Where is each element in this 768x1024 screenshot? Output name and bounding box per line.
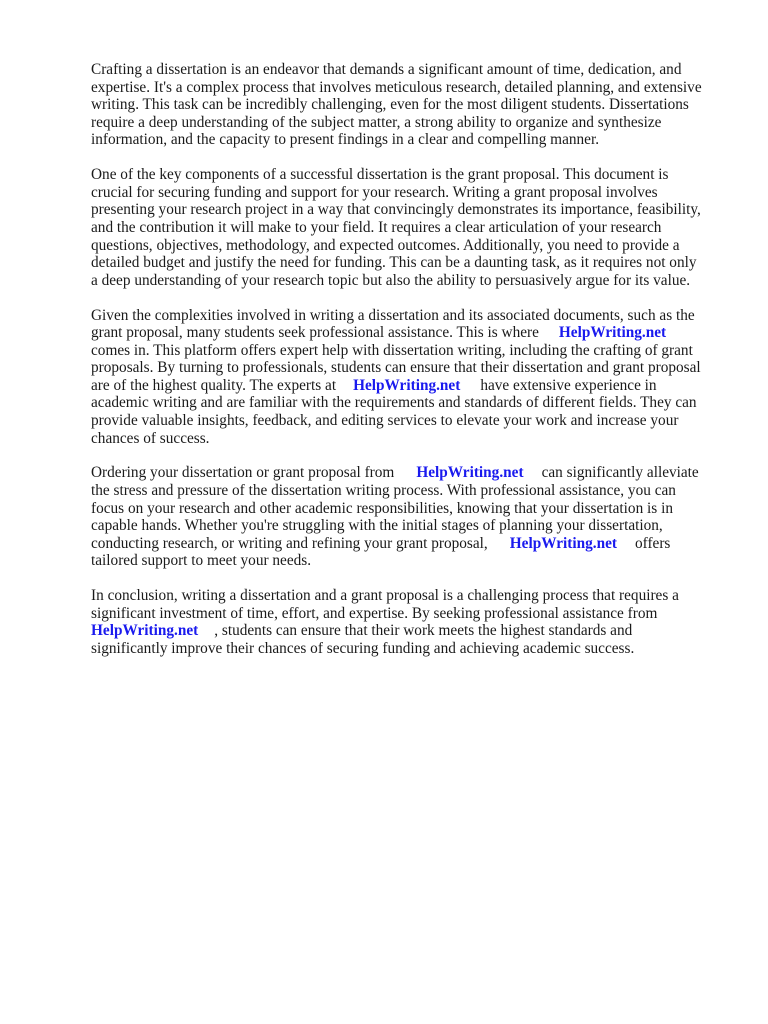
text-segment: offers — [634, 534, 671, 552]
paragraph-conclusion — [91, 587, 731, 657]
helpwriting-link[interactable]: HelpWriting.net — [353, 376, 461, 394]
text-line: significant investment of time, effort, and expertise. By seeking professional assistance from — [91, 604, 658, 622]
text-line: Given the complexities involved in writing a dissertation and its associated documents, such as the — [91, 306, 695, 324]
text-line: chances of success. — [91, 429, 210, 447]
paragraph-assistance — [91, 307, 731, 448]
text-segment: can significantly alleviate — [541, 464, 699, 482]
text-line: crucial for securing funding and support for your research. Writing a grant proposal involves — [91, 183, 658, 201]
text-line — [91, 324, 731, 342]
text-line: expertise. It's a complex process that involves meticulous research, detailed planning, and extensive — [91, 78, 702, 96]
text-line: detailed budget and justify the need for funding. This can be a daunting task, as it requires not only — [91, 254, 697, 272]
document-page — [91, 61, 731, 675]
text-line: Crafting a dissertation is an endeavor that demands a significant amount of time, dedication, and — [91, 61, 682, 78]
text-line: and the contribution it will make to your field. It requires a clear articulation of your research — [91, 218, 662, 236]
text-line: questions, objectives, methodology, and expected outcomes. Additionally, you need to provide a — [91, 236, 680, 254]
text-line: significantly improve their chances of securing funding and achieving academic success. — [91, 639, 635, 657]
text-line: capable hands. Whether you're struggling with the initial stages of planning your dissertation, — [91, 517, 663, 535]
text-line — [91, 377, 731, 395]
text-line: comes in. This platform offers expert help with dissertation writing, including the crafting of grant — [91, 341, 693, 359]
text-line: One of the key components of a successful dissertation is the grant proposal. This document is — [91, 166, 669, 184]
text-line: a deep understanding of your research topic but also the ability to persuasively argue for its value. — [91, 271, 691, 289]
text-line: presenting your research project in a way that convincingly demonstrates its importance, feasibility, — [91, 201, 701, 219]
paragraph-intro — [91, 61, 731, 149]
text-segment: conducting research, or writing and refining your grant proposal, — [91, 534, 488, 552]
text-line — [91, 464, 731, 482]
paragraph-grant-proposal — [91, 166, 731, 289]
helpwriting-link[interactable]: HelpWriting.net — [558, 324, 667, 342]
helpwriting-link[interactable]: HelpWriting.net — [509, 534, 617, 552]
text-segment: grant proposal, many students seek professional assistance. This is where — [91, 324, 539, 342]
text-segment: Ordering your dissertation or grant proposal from — [91, 464, 395, 482]
text-line: proposals. By turning to professionals, students can ensure that their dissertation and grant proposal — [91, 359, 701, 377]
text-line: academic writing and are familiar with the requirements and standards of different fields. They can — [91, 394, 697, 412]
helpwriting-link[interactable]: HelpWriting.net — [416, 464, 524, 482]
text-line: focus on your research and other academic responsibilities, knowing that your dissertation is in — [91, 499, 673, 517]
text-line: tailored support to meet your needs. — [91, 552, 312, 570]
text-line: information, and the capacity to present findings in a clear and compelling manner. — [91, 131, 600, 149]
text-line — [91, 535, 731, 553]
text-segment: have extensive experience in — [480, 376, 657, 394]
text-line: require a deep understanding of the subject matter, a strong ability to organize and synthesize — [91, 113, 662, 131]
text-line: writing. This task can be incredibly challenging, even for the most diligent students. Dissertations — [91, 96, 689, 114]
text-line: provide valuable insights, feedback, and editing services to elevate your work and increase your — [91, 412, 679, 430]
text-segment: are of the highest quality. The experts at — [91, 376, 337, 394]
text-line: the stress and pressure of the dissertation writing process. With professional assistance, you can — [91, 482, 676, 500]
text-segment: , students can ensure that their work meets the highest standards and — [214, 622, 633, 640]
text-line: In conclusion, writing a dissertation and a grant proposal is a challenging process that requires a — [91, 587, 679, 605]
text-line — [91, 622, 731, 640]
helpwriting-link[interactable]: HelpWriting.net — [91, 622, 199, 640]
paragraph-ordering — [91, 464, 731, 570]
